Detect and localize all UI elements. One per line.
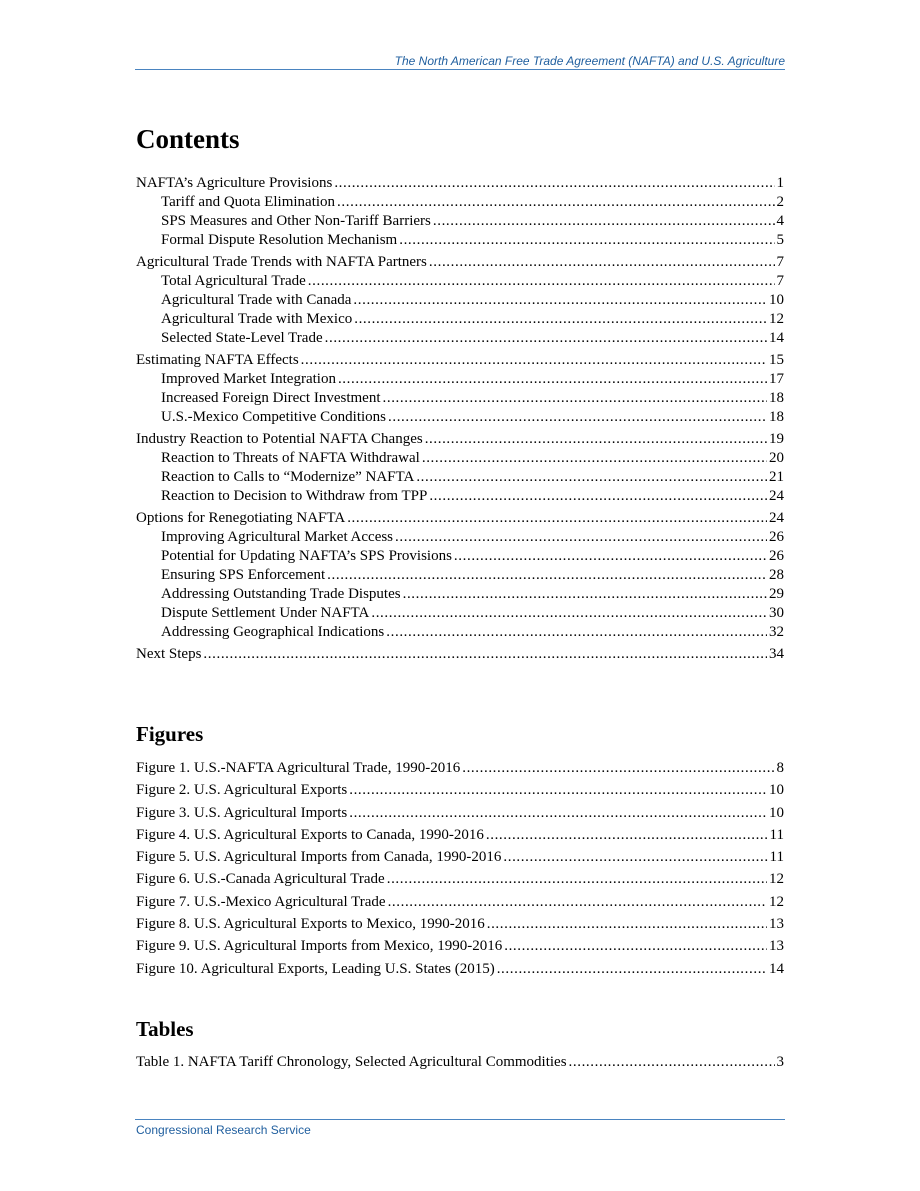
tables-heading: Tables (136, 1017, 194, 1041)
dot-leader (462, 757, 774, 779)
toc-entry-label: Improving Agricultural Market Access (161, 529, 394, 545)
toc-entry[interactable] (136, 802, 784, 824)
dot-leader (388, 891, 767, 913)
dot-leader (349, 779, 767, 801)
toc-entry-label: Figure 4. U.S. Agricultural Exports to Canada, 1990-2016 (136, 826, 484, 843)
toc-entry-label: Estimating NAFTA Effects (136, 352, 299, 368)
dot-leader (383, 389, 768, 408)
toc-entry-label: Reaction to Decision to Withdraw from TPP (161, 488, 428, 504)
dot-leader (327, 566, 767, 585)
dot-leader (503, 846, 767, 868)
toc-entry-label: Figure 8. U.S. Agricultural Exports to Mexico, 1990-2016 (136, 916, 485, 933)
toc-entry-page: 3 (776, 1054, 784, 1070)
toc-entry-label: Reaction to Calls to “Modernize” NAFTA (161, 469, 415, 485)
toc-entry-page: 30 (769, 605, 784, 621)
toc-entry-page: 18 (769, 409, 784, 425)
toc-entry[interactable] (136, 174, 784, 193)
toc-entry-label: Table 1. NAFTA Tariff Chronology, Selected Agricultural Commodities (136, 1054, 567, 1070)
dot-leader (399, 231, 774, 250)
toc-entry-label: Figure 10. Agricultural Exports, Leading U.S. States (2015) (136, 960, 495, 977)
toc-entry[interactable] (136, 193, 784, 212)
toc-entry[interactable] (136, 757, 784, 779)
toc-entry-label: Agricultural Trade with Canada (161, 292, 352, 308)
dot-leader (403, 585, 767, 604)
toc-entry-page: 32 (769, 624, 784, 640)
toc-entry[interactable] (136, 585, 784, 604)
toc-entry-label: Selected State-Level Trade (161, 330, 323, 346)
dot-leader (486, 824, 768, 846)
dot-leader (325, 329, 767, 348)
toc-entry-page: 15 (769, 352, 784, 368)
toc-entry-page: 29 (769, 586, 784, 602)
toc-entry[interactable] (136, 779, 784, 801)
toc-entry-page: 24 (769, 488, 784, 504)
toc-entry[interactable] (136, 329, 784, 348)
toc-entry-label: Potential for Updating NAFTA’s SPS Provisions (161, 548, 452, 564)
dot-leader (353, 291, 767, 310)
toc-entry[interactable] (136, 231, 784, 250)
toc-entry-page: 26 (769, 529, 784, 545)
toc-entry-label: Ensuring SPS Enforcement (161, 567, 326, 583)
dot-leader (429, 253, 775, 272)
contents-list (136, 174, 784, 664)
toc-entry[interactable] (136, 351, 784, 370)
toc-entry-label: NAFTA’s Agriculture Provisions (136, 175, 333, 191)
toc-entry-label: Options for Renegotiating NAFTA (136, 510, 346, 526)
toc-entry-page: 10 (769, 292, 784, 308)
toc-entry-label: Agricultural Trade Trends with NAFTA Partners (136, 254, 427, 270)
toc-entry-page: 17 (769, 371, 784, 387)
dot-leader (433, 212, 775, 231)
toc-entry-page: 12 (769, 311, 784, 327)
toc-entry[interactable] (136, 913, 784, 935)
toc-entry-label: Total Agricultural Trade (161, 273, 306, 289)
toc-entry-page: 13 (769, 916, 784, 933)
toc-entry[interactable] (136, 389, 784, 408)
toc-entry-label: Industry Reaction to Potential NAFTA Changes (136, 431, 423, 447)
toc-entry-page: 1 (776, 175, 784, 191)
toc-entry-label: Agricultural Trade with Mexico (161, 311, 353, 327)
dot-leader (487, 913, 767, 935)
toc-entry[interactable] (136, 566, 784, 585)
toc-entry-page: 12 (769, 871, 784, 888)
toc-entry[interactable] (136, 958, 784, 980)
toc-entry[interactable] (136, 528, 784, 547)
toc-entry[interactable] (136, 547, 784, 566)
toc-entry[interactable] (136, 253, 784, 272)
toc-entry-page: 4 (776, 213, 784, 229)
dot-leader (371, 604, 767, 623)
dot-leader (334, 174, 774, 193)
toc-entry[interactable] (136, 604, 784, 623)
toc-entry[interactable] (136, 430, 784, 449)
toc-entry-page: 13 (769, 938, 784, 955)
toc-entry-page: 8 (776, 760, 784, 776)
toc-entry-label: U.S.-Mexico Competitive Conditions (161, 409, 386, 425)
toc-entry-label: Figure 2. U.S. Agricultural Exports (136, 782, 348, 799)
toc-entry[interactable] (136, 487, 784, 506)
toc-entry-label: Figure 5. U.S. Agricultural Imports from Canada, 1990-2016 (136, 849, 502, 866)
toc-entry-page: 34 (769, 646, 784, 662)
dot-leader (422, 449, 767, 468)
toc-entry-page: 10 (769, 804, 784, 821)
toc-entry-label: Figure 1. U.S.-NAFTA Agricultural Trade, 1990-2016 (136, 760, 461, 776)
toc-entry[interactable] (136, 509, 784, 528)
dot-leader (569, 1051, 775, 1073)
toc-entry-label: Addressing Geographical Indications (161, 624, 385, 640)
toc-entry-label: Tariff and Quota Elimination (161, 194, 336, 210)
toc-entry[interactable] (136, 1051, 784, 1073)
dot-leader (387, 868, 767, 890)
toc-entry[interactable] (136, 408, 784, 427)
toc-entry[interactable] (136, 824, 784, 846)
toc-entry-label: Figure 6. U.S.-Canada Agricultural Trade (136, 871, 385, 888)
toc-entry-page: 7 (776, 254, 784, 270)
footer-organization: Congressional Research Service (136, 1123, 311, 1137)
toc-entry[interactable] (136, 868, 784, 890)
toc-entry-label: Improved Market Integration (161, 371, 336, 387)
toc-entry[interactable] (136, 468, 784, 487)
toc-entry-page: 28 (769, 567, 784, 583)
running-header-title: The North American Free Trade Agreement (NAFTA) and U.S. Agriculture (394, 54, 785, 68)
dot-leader (395, 528, 767, 547)
toc-entry-page: 5 (776, 232, 784, 248)
toc-entry[interactable] (136, 935, 784, 957)
toc-entry[interactable] (136, 846, 784, 868)
toc-entry[interactable] (136, 891, 784, 913)
toc-entry-page: 26 (769, 548, 784, 564)
tables-list (136, 1051, 784, 1073)
toc-entry-page: 12 (769, 893, 784, 910)
dot-leader (308, 272, 775, 291)
header-rule (135, 69, 785, 70)
footer-rule (135, 1119, 785, 1120)
toc-entry[interactable] (136, 449, 784, 468)
dot-leader (416, 468, 767, 487)
toc-entry-page: 14 (769, 330, 784, 346)
dot-leader (388, 408, 767, 427)
toc-entry-page: 7 (776, 273, 784, 289)
dot-leader (203, 645, 767, 664)
toc-entry-label: Figure 3. U.S. Agricultural Imports (136, 804, 348, 821)
toc-entry-label: SPS Measures and Other Non-Tariff Barriers (161, 213, 431, 229)
dot-leader (425, 430, 767, 449)
toc-entry-page: 24 (769, 510, 784, 526)
dot-leader (347, 509, 767, 528)
toc-entry-label: Increased Foreign Direct Investment (161, 390, 381, 406)
dot-leader (337, 193, 774, 212)
toc-entry-page: 11 (769, 826, 784, 843)
toc-entry-page: 19 (769, 431, 784, 447)
toc-entry-label: Next Steps (136, 646, 202, 662)
contents-heading: Contents (136, 124, 240, 154)
toc-entry[interactable] (136, 291, 784, 310)
dot-leader (386, 623, 767, 642)
figures-list (136, 757, 784, 980)
toc-entry-label: Dispute Settlement Under NAFTA (161, 605, 370, 621)
toc-entry[interactable] (136, 212, 784, 231)
toc-entry-page: 21 (769, 469, 784, 485)
toc-entry-page: 11 (769, 849, 784, 866)
toc-entry[interactable] (136, 272, 784, 291)
toc-entry[interactable] (136, 623, 784, 642)
toc-entry-label: Figure 7. U.S.-Mexico Agricultural Trade (136, 893, 386, 910)
dot-leader (354, 310, 767, 329)
toc-entry[interactable] (136, 310, 784, 329)
dot-leader (454, 547, 767, 566)
toc-entry-page: 10 (769, 782, 784, 799)
dot-leader (338, 370, 767, 389)
dot-leader (497, 958, 767, 980)
dot-leader (429, 487, 767, 506)
toc-entry-page: 18 (769, 390, 784, 406)
toc-entry-label: Formal Dispute Resolution Mechanism (161, 232, 398, 248)
dot-leader (301, 351, 767, 370)
toc-entry-label: Reaction to Threats of NAFTA Withdrawal (161, 450, 420, 466)
toc-entry-page: 14 (769, 960, 784, 977)
toc-entry[interactable] (136, 370, 784, 389)
toc-entry-page: 2 (776, 194, 784, 210)
toc-entry-label: Addressing Outstanding Trade Disputes (161, 586, 401, 602)
figures-heading: Figures (136, 722, 204, 746)
dot-leader (349, 802, 767, 824)
dot-leader (504, 935, 767, 957)
toc-entry[interactable] (136, 645, 784, 664)
toc-entry-label: Figure 9. U.S. Agricultural Imports from Mexico, 1990-2016 (136, 938, 503, 955)
toc-entry-page: 20 (769, 450, 784, 466)
